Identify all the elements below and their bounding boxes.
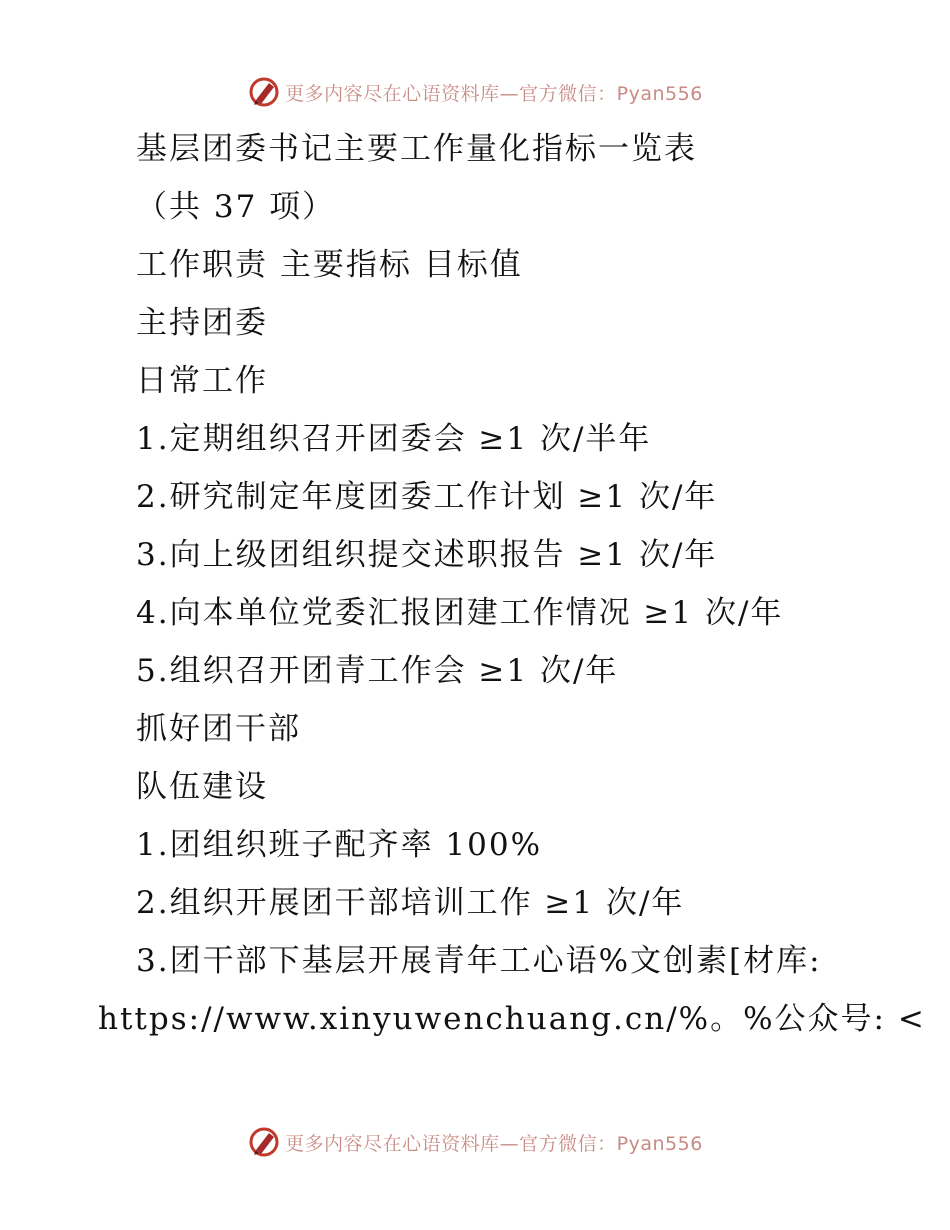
indicator-line: 1.定期组织召开团委会 ≥1 次/半年 — [136, 421, 652, 457]
section-heading: 队伍建设 — [136, 769, 268, 805]
table-header-line: 工作职责 主要指标 目标值 — [136, 247, 523, 283]
section-heading: 抓好团干部 — [136, 711, 301, 747]
indicator-line: 5.组织召开团青工作会 ≥1 次/年 — [136, 653, 619, 689]
section-heading: 主持团委 — [136, 305, 268, 341]
footer-watermark-text: 更多内容尽在心语资料库—官方微信：Pyan556 — [285, 1132, 703, 1155]
indicator-line: 3.团干部下基层开展青年工心语%文创素[材库: — [136, 943, 822, 979]
indicator-line: 2.组织开展团干部培训工作 ≥1 次/年 — [136, 885, 685, 921]
header-watermark-banner — [0, 72, 950, 112]
indicator-line: 2.研究制定年度团委工作计划 ≥1 次/年 — [136, 479, 718, 515]
indicator-line: 3.向上级团组织提交述职报告 ≥1 次/年 — [136, 537, 718, 573]
header-watermark-text: 更多内容尽在心语资料库—官方微信：Pyan556 — [285, 82, 703, 105]
wrapped-url-line: https://www.xinyuwenchuang.cn/%。%公众号: < — [98, 1001, 926, 1037]
footer-watermark-banner — [0, 1122, 950, 1162]
indicator-line: 4.向本单位党委汇报团建工作情况 ≥1 次/年 — [136, 595, 784, 631]
pen-logo-icon — [247, 1125, 281, 1159]
item-count-note: （共 37 项） — [136, 189, 336, 225]
document-title: 基层团委书记主要工作量化指标一览表 — [136, 131, 697, 167]
indicator-line: 1.团组织班子配齐率 100% — [136, 827, 543, 863]
section-heading: 日常工作 — [136, 363, 268, 399]
pen-logo-icon — [247, 75, 281, 109]
